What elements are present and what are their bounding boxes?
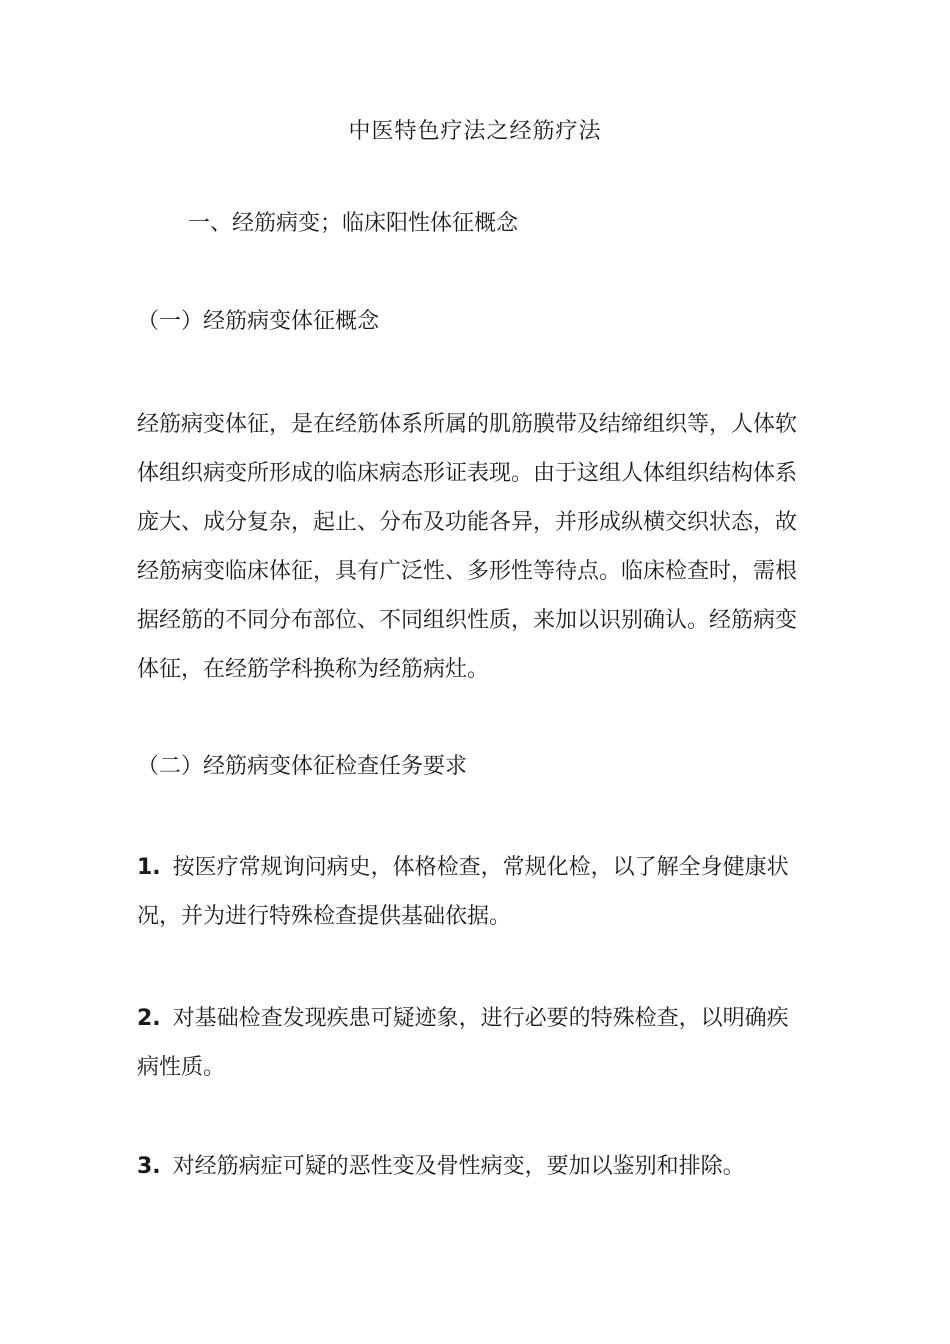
list-item-number: 3. [137, 1154, 161, 1179]
list-item-text: 对基础检查发现疾患可疑迹象，进行必要的特殊检查，以明确疾病性质。 [137, 1006, 789, 1080]
list-item-number: 2. [137, 1006, 161, 1031]
subsection-1-paragraph: 经筋病变体征，是在经筋体系所属的肌筋膜带及结缔组织等，人体软体组织病变所形成的临床病态形证表现。由于这组人体组织结构体系庞大、成分复杂，起止、分布及功能各异，并形成纵横交织状态，故经筋病变临床体征，具有广泛性、多形性等待点。临床检查时，需根据经筋的不同分布部位、不同组织性质，来加以识别确认。经筋病变体征，在经筋学科换称为经筋病灶。 [137, 412, 798, 682]
document-title: 中医特色疗法之经筋疗法 [348, 119, 602, 144]
list-item-text: 对经筋病症可疑的恶性变及骨性病变，要加以鉴别和排除。 [172, 1154, 745, 1179]
list-item [137, 1142, 797, 1191]
list-item [137, 843, 797, 941]
section-heading-1: 一、经筋病变；临床阳性体征概念 [188, 211, 519, 236]
list-item-text: 按医疗常规询问病史，体格检查，常规化检，以了解全身健康状况，并为进行特殊检查提供基础依据。 [137, 855, 789, 929]
subsection-heading-2: （二）经筋病变体征检查任务要求 [137, 754, 468, 779]
list-item [137, 994, 797, 1092]
list-item-number: 1. [137, 855, 161, 880]
subsection-heading-1: （一）经筋病变体征概念 [137, 309, 380, 334]
